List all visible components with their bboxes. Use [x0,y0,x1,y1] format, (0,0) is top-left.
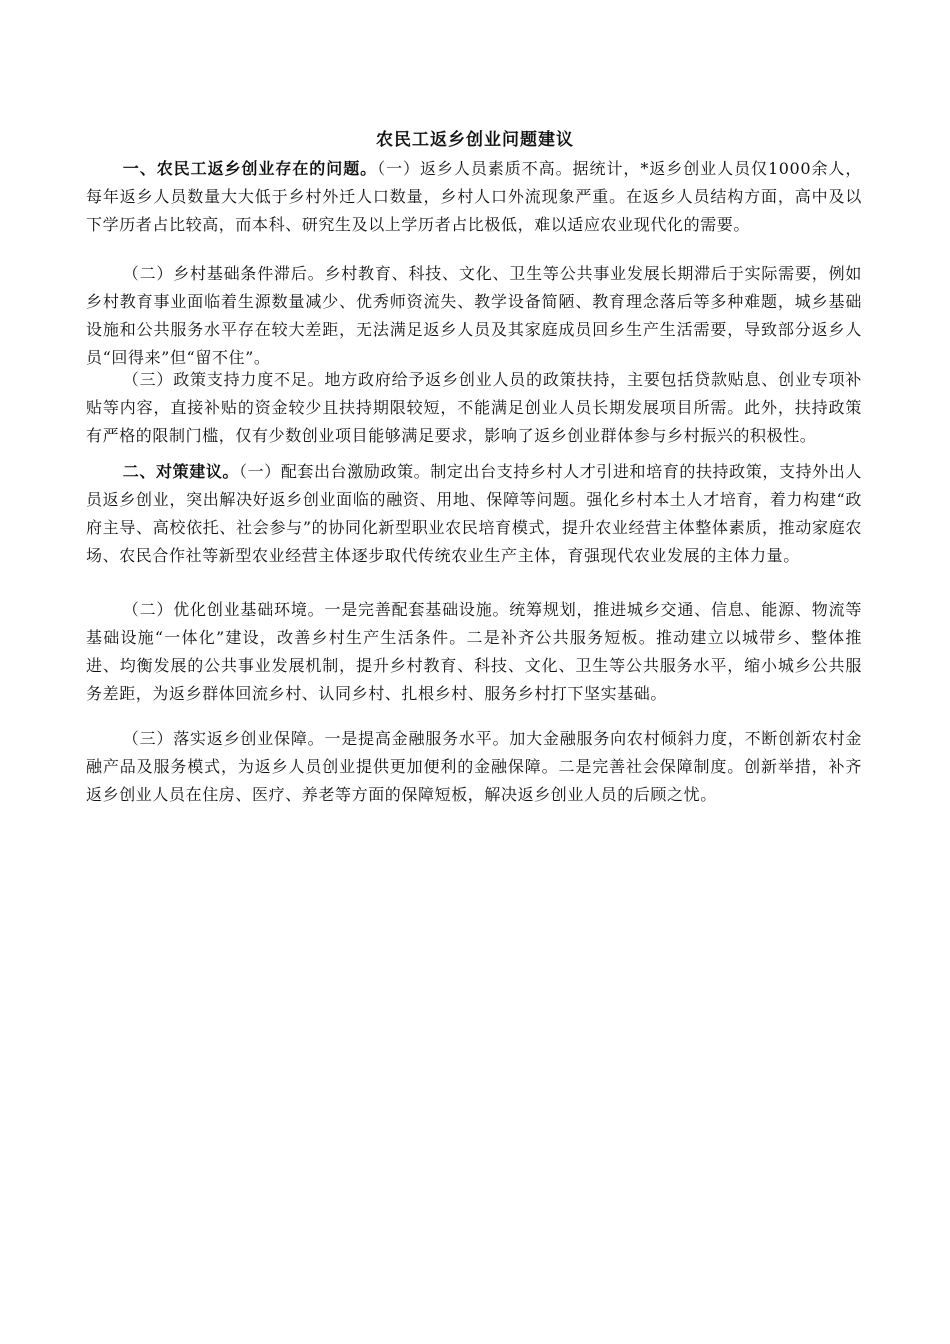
paragraph-text: （二）乡村基础条件滞后。乡村教育、科技、文化、卫生等公共事业发展长期滞后于实际需要，例如乡村教育事业面临着生源数量减少、优秀师资流失、教学设备简陋、教育理念落后等多种难题，城乡基础设施和公共服务水平存在较大差距，无法满足返乡人员及其家庭成员回乡生产生活需要，导致部分返乡人员“回得来”但“留不住”。 [86,264,862,367]
paragraph-5 [86,596,862,708]
paragraph-text: （一）返乡人员素质不高。据统计，*返乡创业人员仅1000余人，每年返乡人员数量大大低于乡村外迁人口数量，乡村人口外流现象严重。在返乡人员结构方面，高中及以下学历者占比较高，而本科、研究生及以上学历者占比极低，难以适应农业现代化的需要。 [86,159,862,234]
paragraph-3 [86,366,862,450]
paragraph-text: （二）优化创业基础环境。一是完善配套基础设施。统筹规划，推进城乡交通、信息、能源、物流等基础设施“一体化”建设，改善乡村生产生活条件。二是补齐公共服务短板。推动建立以城带乡、整体推进、均衡发展的公共事业发展机制，提升乡村教育、科技、文化、卫生等公共服务水平，缩小城乡公共服务差距，为返乡群体回流乡村、认同乡村、扎根乡村、服务乡村打下坚实基础。 [86,600,862,703]
paragraph-text: （三）政策支持力度不足。地方政府给予返乡创业人员的政策扶持，主要包括贷款贴息、创业专项补贴等内容，直接补贴的资金较少且扶持期限较短，不能满足创业人员长期发展项目所需。此外，扶持政策有严格的限制门槛，仅有少数创业项目能够满足要求，影响了返乡创业群体参与乡村振兴的积极性。 [86,370,862,445]
paragraph-6 [86,725,862,809]
document-title: 农民工返乡创业问题建议 [376,130,574,150]
paragraph-2 [86,260,862,372]
paragraph-text: （三）落实返乡创业保障。一是提高金融服务水平。加大金融服务向农村倾斜力度，不断创新农村金融产品及服务模式，为返乡人员创业提供更加便利的金融保障。二是完善社会保障制度。创新举措，补齐返乡创业人员在住房、医疗、养老等方面的保障短板，解决返乡创业人员的后顾之忧。 [86,729,862,804]
section-heading-1: 一、农民工返乡创业存在的问题。 [122,159,378,178]
paragraph-4 [86,458,862,570]
paragraph-1 [86,155,862,239]
section-heading-2: 二、对策建议。 [122,462,240,481]
paragraph-text: （一）配套出台激励政策。制定出台支持乡村人才引进和培育的扶持政策，支持外出人员返乡创业，突出解决好返乡创业面临的融资、用地、保障等问题。强化乡村本土人才培育，着力构建“政府主导、高校依托、社会参与”的协同化新型职业农民培育模式，提升农业经营主体整体素质，推动家庭农场、农民合作社等新型农业经营主体逐步取代传统农业生产主体，育强现代农业发展的主体力量。 [86,462,862,565]
